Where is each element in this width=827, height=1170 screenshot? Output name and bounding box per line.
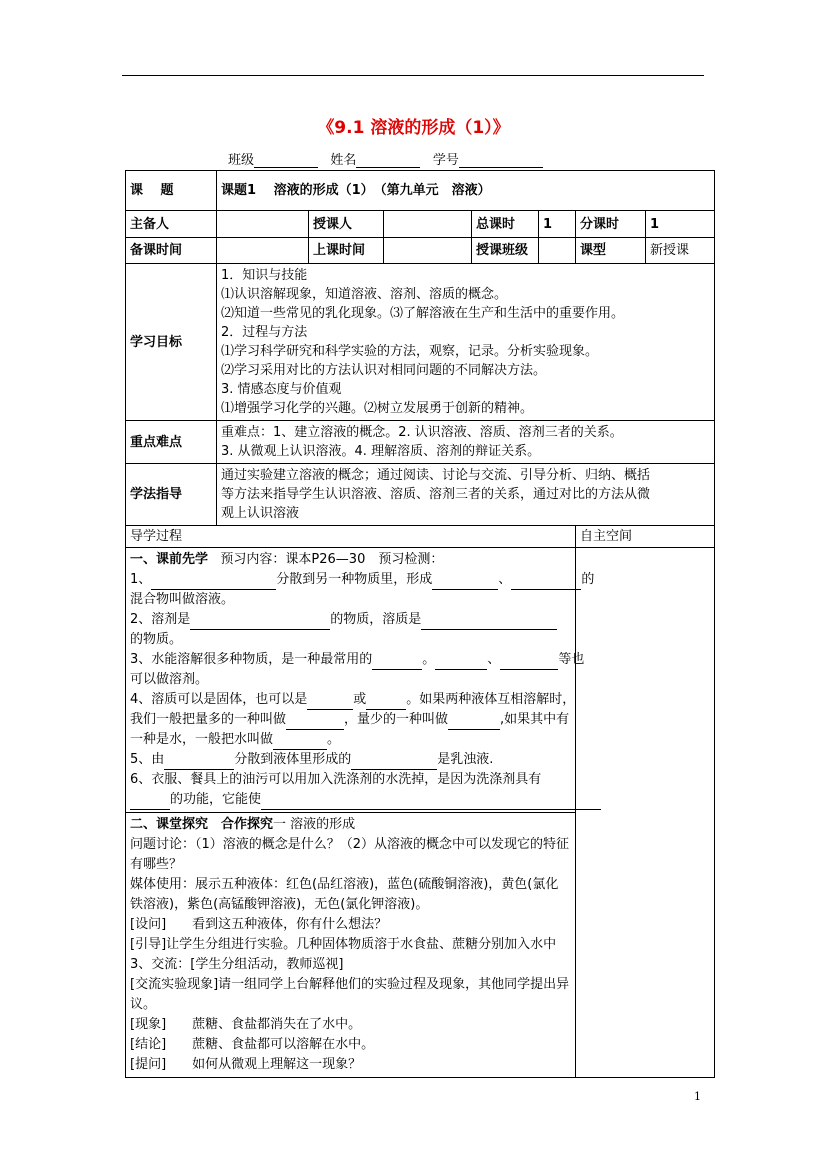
question-6-cont — [130, 790, 571, 810]
q4-text: 4、溶质可以是固体，也可以是 — [130, 692, 308, 707]
question-3-cont: 可以做溶剂。 — [130, 672, 209, 687]
section2-line: 铁溶液)，紫色(高锰酸钾溶液)，无色(氯化钾溶液)。 — [130, 897, 429, 912]
class-label: 授课班级 — [472, 238, 539, 264]
q4-text: 。 — [327, 732, 341, 747]
section2-line: 有哪些？ — [130, 857, 183, 872]
question-2-cont: 的物质。 — [130, 632, 183, 647]
section1-content — [126, 548, 595, 813]
q3-text: 。 — [422, 652, 436, 667]
q1-text: 分散到另一种物质里，形成 — [276, 572, 433, 587]
method-line: 通过实验建立溶液的概念；通过阅读、讨论与交流、引导分析、归纳、概括 — [221, 468, 651, 483]
total-hours-label: 总课时 — [472, 211, 539, 238]
keypoints-content — [217, 421, 715, 464]
name-blank[interactable] — [356, 153, 420, 168]
q5-blank-2[interactable] — [351, 754, 437, 770]
section2-line: 议。 — [130, 997, 157, 1012]
keypoints-line: 3. 从微观上认识溶液。4. 理解溶质、溶剂的辩证关系。 — [221, 444, 541, 459]
keypoints-line: 重难点：1、建立溶液的概念。2. 认识溶液、溶质、溶剂三者的关系。 — [221, 425, 623, 440]
q3-blank-2[interactable] — [435, 654, 487, 670]
goals-row — [126, 264, 715, 421]
q3-text: 、 — [487, 652, 501, 667]
topic-value: 课题1 溶液的形成（1） （第九单元 溶液） — [217, 171, 715, 211]
section2-line: 问题讨论：（1）溶液的概念是什么？（2）从溶液的概念中可以发现它的特征 — [130, 837, 570, 852]
class-label: 班级 — [228, 153, 255, 168]
section2-line: [现象] 蔗糖、食盐都消失在了水中。 — [130, 1017, 362, 1032]
q5-text: 是乳浊液. — [437, 752, 494, 767]
q3-blank-1[interactable] — [372, 654, 422, 670]
q2-blank-2[interactable] — [421, 614, 557, 630]
goals-line: ⑵学习采用对比的方法认识对相同问题的不同解决方法。 — [221, 363, 547, 378]
section2-line: [交流实验现象]请一组同学上台解释他们的实验过程及现象，其他同学提出异 — [130, 977, 570, 992]
goals-label: 学习目标 — [126, 264, 217, 421]
question-4 — [130, 690, 576, 710]
q4-blank-4[interactable] — [448, 714, 500, 730]
section2-line: [引导]让学生分组进行实验。几种固体物质溶于水食盐、蔗糖分别加入水中 — [130, 937, 557, 952]
q5-blank-1[interactable] — [164, 754, 234, 770]
section2-line: 3、交流：[学生分组活动，教师巡视] — [130, 957, 344, 972]
class-time-label: 上课时间 — [309, 238, 384, 264]
question-1 — [130, 570, 595, 590]
id-label: 学号 — [432, 153, 459, 168]
q4-text: 一种是水，一般把水叫做 — [130, 732, 274, 747]
q5-text: 5、由 — [130, 752, 165, 767]
q4-blank-1[interactable] — [307, 694, 353, 710]
section2-heading: 二、课堂探究 合作探究 — [130, 817, 274, 832]
q6-blank-1[interactable] — [130, 794, 170, 810]
method-content — [217, 464, 715, 526]
header-rule — [122, 75, 704, 76]
sub-hours-label: 分课时 — [576, 211, 646, 238]
q3-blank-3[interactable] — [500, 654, 558, 670]
lesson-plan-table — [125, 170, 715, 1078]
goals-line: 1．知识与技能 — [221, 268, 308, 283]
question-4-line3 — [130, 730, 571, 750]
q1-blank-2[interactable] — [432, 574, 498, 590]
self-study-space[interactable] — [576, 548, 715, 1078]
teacher-value[interactable] — [384, 211, 472, 238]
q1-text: 1、 — [130, 572, 152, 587]
q4-text: ,如果其中有 — [500, 712, 570, 727]
host-value[interactable] — [217, 211, 309, 238]
prep-time-value[interactable] — [217, 238, 309, 264]
process-header-row — [126, 526, 715, 548]
teacher-label: 授课人 — [309, 211, 384, 238]
q4-text: 或 — [353, 692, 367, 707]
sub-hours-value: 1 — [646, 211, 715, 238]
goals-line: 3. 情感态度与价值观 — [221, 382, 342, 397]
method-row — [126, 464, 715, 526]
q3-text: 等也 — [558, 652, 585, 667]
type-value: 新授课 — [646, 238, 715, 264]
question-4-line2 — [130, 710, 571, 730]
host-label: 主备人 — [126, 211, 217, 238]
method-label: 学法指导 — [126, 464, 217, 526]
q2-text: 2、溶剂是 — [130, 612, 191, 627]
type-label: 课型 — [576, 238, 646, 264]
q6-text: 的功能，它能使 — [170, 792, 262, 807]
q4-blank-5[interactable] — [273, 734, 327, 750]
q1-blank-3[interactable] — [511, 574, 581, 590]
space-label: 自主空间 — [576, 526, 715, 548]
process-label: 导学过程 — [126, 526, 576, 548]
staff-row — [126, 211, 715, 238]
goals-line: ⑴学习科学研究和科学实验的方法，观察，记录。分析实验现象。 — [221, 344, 599, 359]
prep-time-label: 备课时间 — [126, 238, 217, 264]
q4-text: 。如果两种液体互相溶解时， — [406, 692, 576, 707]
section2-line: 媒体使用：展示五种液体：红色(品红溶液)，蓝色(硫酸铜溶液)，黄色(氯化 — [130, 877, 559, 892]
id-blank[interactable] — [459, 153, 543, 168]
section2-subheading: 一 溶液的形成 — [273, 817, 356, 832]
method-line: 观上认识溶液 — [221, 506, 300, 521]
section1-preview: 预习内容：课本P26—30 预习检测： — [220, 552, 444, 567]
q5-text: 分散到液体里形成的 — [234, 752, 352, 767]
section2-line: [结论] 蔗糖、食盐都可以溶解在水中。 — [130, 1037, 375, 1052]
name-label: 姓名 — [330, 153, 357, 168]
question-6: 6、衣服、餐具上的油污可以用加入洗涤剂的水洗掉，是因为洗涤剂具有 — [130, 772, 542, 787]
section1-heading: 一、课前先学 — [130, 552, 209, 567]
q2-text: 的物质，溶质是 — [330, 612, 422, 627]
section2-line: [设问] 看到这五种液体，你有什么想法？ — [130, 917, 388, 932]
goals-line: ⑵知道一些常见的乳化现象。⑶了解溶液在生产和生活中的重要作用。 — [221, 306, 625, 321]
section1-heading-line — [130, 550, 571, 570]
method-line: 等方法来指导学生认识溶液、溶质、溶剂三者的关系，通过对比的方法从微 — [221, 487, 651, 502]
q3-text: 3、水能溶解很多种物质，是一种最常用的 — [130, 652, 373, 667]
q4-blank-2[interactable] — [366, 694, 406, 710]
time-row — [126, 238, 715, 264]
class-time-value[interactable] — [384, 238, 472, 264]
q4-text: 我们一般把量多的一种叫做 — [130, 712, 287, 727]
section2-content — [126, 813, 576, 1078]
goals-line: ⑴认识溶解现象，知道溶液、溶剂、溶质的概念。 — [221, 287, 508, 302]
q1-text: 、 — [498, 572, 512, 587]
student-info-line — [228, 149, 543, 168]
keypoints-label: 重点难点 — [126, 421, 217, 464]
section1-row — [126, 548, 715, 813]
q1-blank-1[interactable] — [151, 574, 276, 590]
question-3 — [130, 650, 585, 670]
class-blank[interactable] — [254, 153, 318, 168]
q4-text: ，量少的一种叫做 — [344, 712, 449, 727]
question-1-cont: 混合物叫做溶液。 — [130, 592, 235, 607]
topic-row — [126, 171, 715, 211]
goals-content — [217, 264, 715, 421]
section2-line: [提问] 如何从微观上理解这一现象？ — [130, 1057, 362, 1072]
page-number: 1 — [694, 1090, 701, 1103]
q1-text: 的 — [581, 572, 595, 587]
q6-blank-2[interactable] — [261, 794, 601, 810]
keypoints-row — [126, 421, 715, 464]
topic-label: 课 题 — [126, 171, 217, 211]
section2-heading-line — [130, 815, 571, 835]
goals-line: ⑴增强学习化学的兴趣。⑵树立发展勇于创新的精神。 — [221, 401, 534, 416]
page-title: 《9.1 溶液的形成（1）》 — [317, 118, 510, 138]
goals-line: 2．过程与方法 — [221, 325, 308, 340]
question-5 — [130, 750, 571, 770]
q4-blank-3[interactable] — [286, 714, 344, 730]
question-2 — [130, 610, 571, 630]
class-value[interactable] — [539, 238, 576, 264]
total-hours-value: 1 — [539, 211, 576, 238]
q2-blank-1[interactable] — [190, 614, 330, 630]
